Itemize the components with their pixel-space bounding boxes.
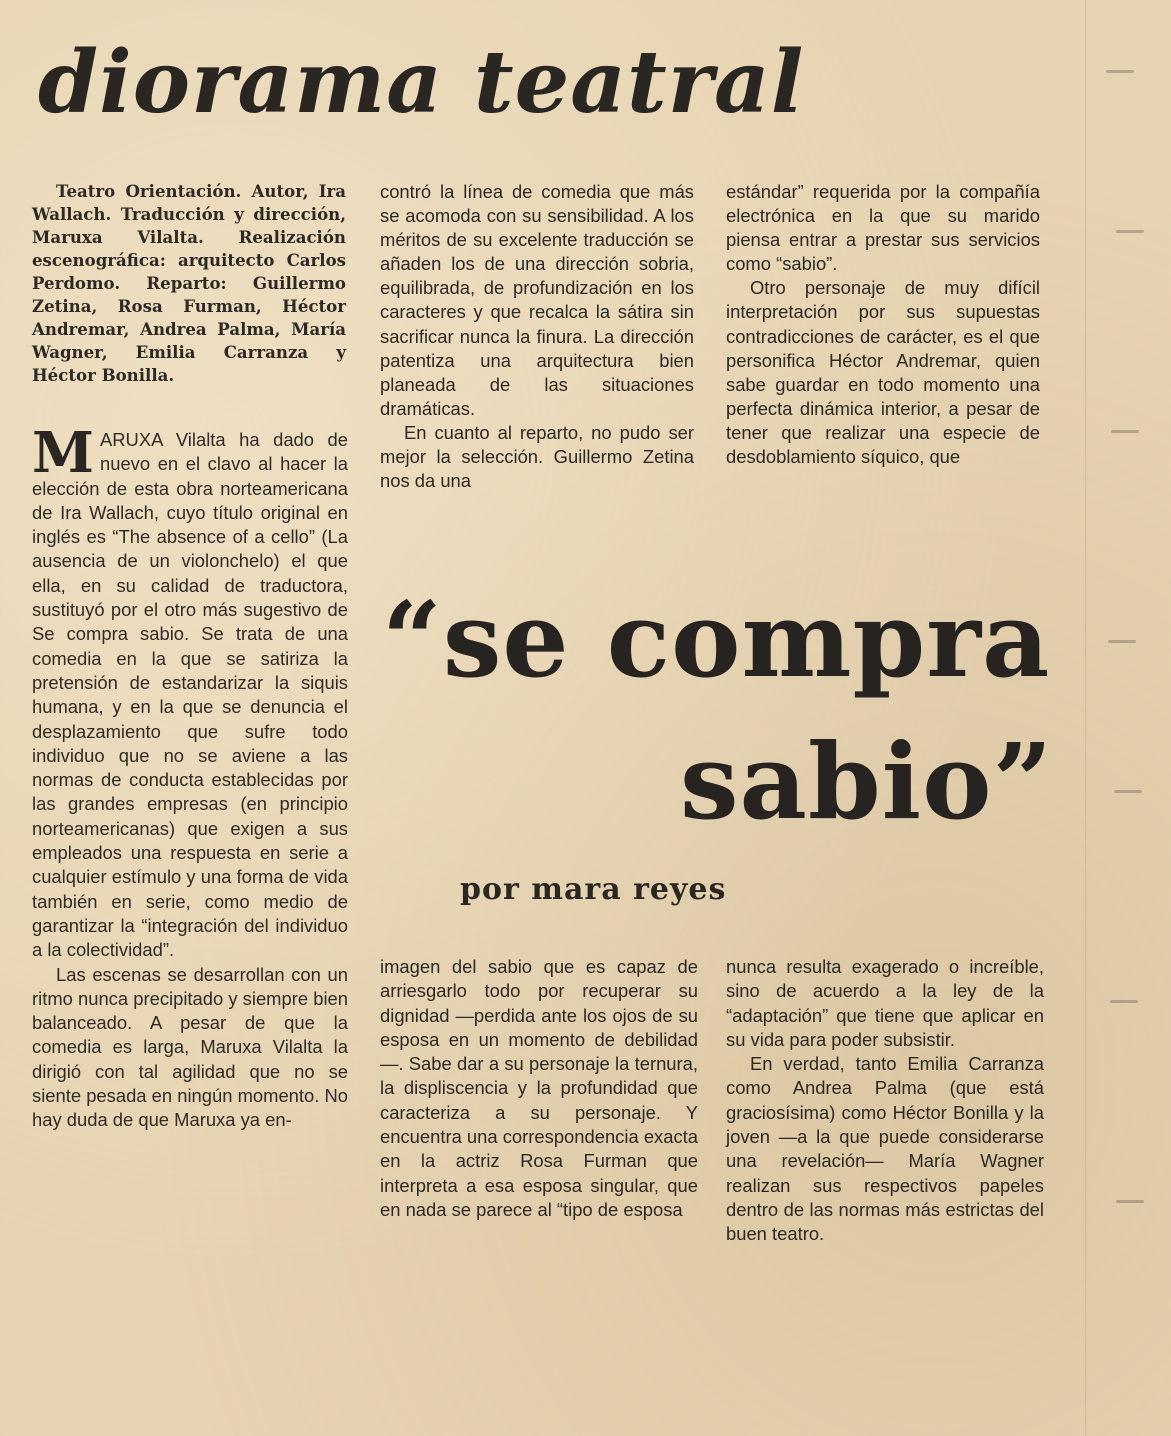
headline-line-2: sabio” xyxy=(680,720,1054,843)
article-column-3-top xyxy=(726,180,1040,469)
byline: por mara reyes xyxy=(460,872,727,907)
column1-paragraph-2: Las escenas se desarrollan con un ritmo nunca precipitado y siempre bien balanceado. A pesar de que la comedia es larga, Maruxa Vilalta la dirigió con tal agilidad que no se siente pesada en ningún momento. No hay duda de que Maruxa ya en- xyxy=(32,963,348,1131)
column2-top-paragraph-1: contró la línea de comedia que más se acomoda con su sensibilidad. A los méritos de su excelente traducción se añaden los de una dirección sobria, equilibrada, de profundización en los caracteres y que recalca la sátira sin sacrificar nunca la finura. La dirección patentiza una arquitectura bien planeada de las situaciones dramáticas. xyxy=(380,181,694,419)
article-column-2-top xyxy=(380,180,694,493)
margin-bleed-mark xyxy=(1111,430,1139,433)
column3-bottom-paragraph-1: nunca resulta exagerado o increíble, sino de acuerdo a la ley de la “adaptación” que tiene que aplicar en su vida para poder subsistir. xyxy=(726,956,1044,1050)
column2-bottom-paragraph-1: imagen del sabio que es capaz de arriesgarlo todo por recuperar su dignidad —perdida ante los ojos de su esposa en un momento de debilidad—. Sabe dar a su personaje la ternura, la displiscencia y la profundidad que caracteriza a su personaje. Y encuentra una correspondencia exacta en la actriz Rosa Furman que interpreta a esa esposa singular, que en nada se parece al “tipo de esposa xyxy=(380,956,698,1220)
column3-top-paragraph-1: estándar” requerida por la compañía electrónica en la que su marido piensa entrar a prestar sus servicios como “sabio”. xyxy=(726,181,1040,275)
column2-top-paragraph-2: En cuanto al reparto, no pudo ser mejor la selección. Guillermo Zetina nos da una xyxy=(380,421,694,492)
page-margin-bleed xyxy=(1085,0,1171,1436)
credits-block xyxy=(32,180,346,387)
article-column-2-bottom xyxy=(380,955,698,1222)
article-column-1 xyxy=(32,420,348,1133)
credits-text: Teatro Orientación. Autor, Ira Wallach. Traducción y dirección, Maruxa Vilalta. Realización escenográfica: arquitecto Carlos Perdomo. Reparto: Guillermo Zetina, Rosa Furman, Héctor Andremar, Andrea Palma, María Wagner, Emilia Carranza y Héctor Bonilla. xyxy=(32,181,346,385)
column3-bottom-paragraph-2: En verdad, tanto Emilia Carranza como Andrea Palma (que está graciosísima) como Héctor Bonilla y la joven —a la que puede considerarse una revelación— María Wagner realizan sus respectivos papeles dentro de las normas más estrictas del buen teatro. xyxy=(726,1053,1044,1245)
column3-top-paragraph-2: Otro personaje de muy difícil interpretación por sus supuestas contradicciones de carácter, es el que personifica Héctor Andremar, quien sabe guardar en todo momento una perfecta dinámica interior, a pesar de tener que realizar una especie de desdoblamiento síquico, que xyxy=(726,277,1040,468)
margin-bleed-mark xyxy=(1106,70,1134,73)
headline-line-1: “se compra xyxy=(382,578,1051,701)
article-column-3-bottom xyxy=(726,955,1044,1247)
column1-paragraph-1: ARUXA Vilalta ha dado de nuevo en el clavo al hacer la elección de esta obra norteamericana de Ira Wallach, cuyo título original en inglés es “The absence of a cello” (La ausencia de un violonchelo) el que ella, en su calidad de traductora, sustituyó por el otro más sugestivo de Se compra sabio. Se trata de una comedia en la que se satiriza la pretensión de estandarizar la siquis humana, y en la que se denuncia el desplazamiento que sufre todo individuo que no se aviene a las normas de conducta establecidas por las grandes empresas (en principio norteamericanas) que exigen a sus empleados una respuesta en serie a cualquier estímulo y una forma de vida también en serie, como medio de garantizar la “integración del individuo a la colectividad”. xyxy=(32,429,348,961)
margin-bleed-mark xyxy=(1110,1000,1138,1003)
margin-bleed-mark xyxy=(1108,640,1136,643)
drop-cap: M xyxy=(32,420,94,486)
margin-bleed-mark xyxy=(1114,790,1142,793)
margin-bleed-mark xyxy=(1116,1200,1144,1203)
masthead-title: diorama teatral xyxy=(38,32,805,133)
margin-bleed-mark xyxy=(1116,230,1144,233)
